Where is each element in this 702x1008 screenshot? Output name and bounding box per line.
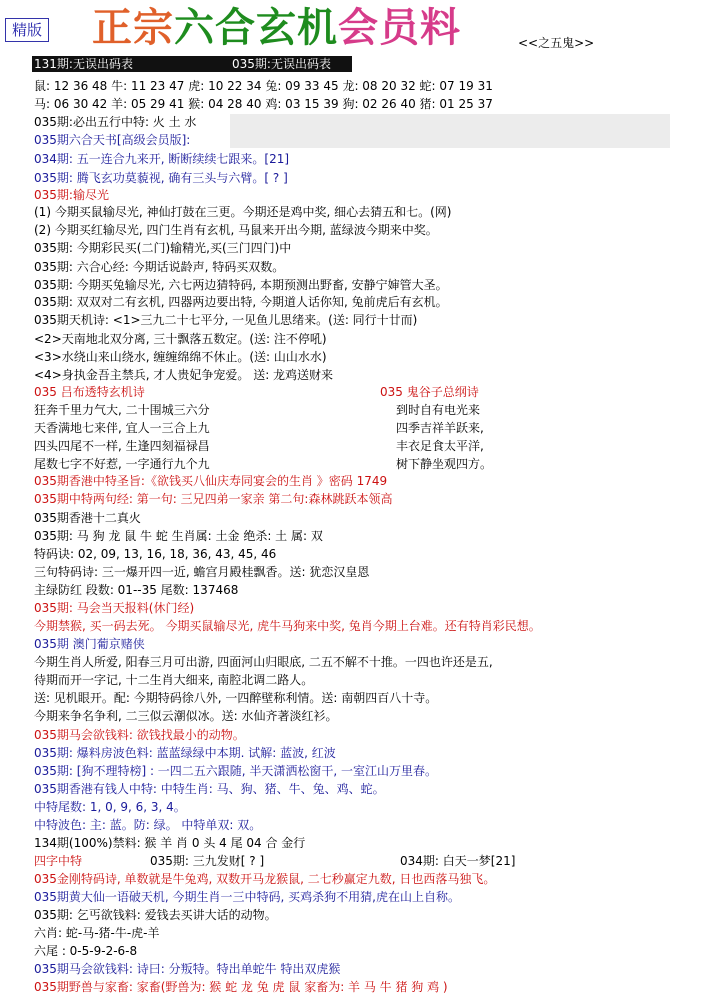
poem-right-line: 树下静坐观四方。 (396, 457, 493, 471)
text-line: (2) 今期买红输尽光, 四门生肖有玄机, 马鼠来开出今期, 蓝绿波今期来中奖。 (34, 223, 438, 237)
text-line: 035期: 今期买兔输尽光, 六七两边猜特码, 本期预测出野畜, 安静宁婶管大圣。 (34, 278, 448, 292)
poem-left-line: 尾数七字不好惹, 一字通行九个九 (34, 457, 210, 471)
text-line: (1) 今期买鼠输尽光, 神仙打鼓在三更。今期还是鸡中奖, 细心去猜五和七。(网) (34, 205, 452, 219)
title-char: 玄 (256, 4, 297, 51)
subtitle: <<之五鬼>> (518, 36, 595, 50)
text-line: 035期马会欲钱料: 诗曰: 分叛特。特出单蛇牛 特出双虎猴 (34, 962, 341, 976)
text-line: 034期: 五一连合九来开, 断断续续七跟来。[21] (34, 152, 290, 166)
text-line: 134期(100%)禁料: 猴 羊 肖 0 头 4 尾 04 合 金行 (34, 836, 306, 850)
title-char: 会 (338, 4, 379, 51)
text-line: 今期来争名争利, 二三似云潮似冰。送: 水仙齐著淡红衫。 (34, 709, 338, 723)
row-4zi-a: 四字中特 (34, 854, 83, 868)
text-line: 六尾 : 0-5-9-2-6-8 (34, 944, 138, 958)
poem-left-line: 四头四尾不一样, 生逢四刻福禄昌 (34, 439, 210, 453)
page-title (92, 4, 461, 52)
title-char: 正 (92, 4, 133, 51)
text-line: 中特波色: 主: 蓝。防: 绿。 中特单双: 双。 (34, 818, 262, 832)
row-4zi-b: 035期: 三九发财[ ? ] (150, 854, 265, 868)
poem-right-line: 到时自有电光来 (396, 403, 481, 417)
text-line: 今期生肖人所爱, 阳春三月可出游, 四面河山归眼底, 二五不解不十推。一四也许还是五, (34, 655, 493, 669)
text-line: 六肖: 蛇-马-猪-牛-虎-羊 (34, 926, 160, 940)
text-line: 三句特码诗: 三一爆开四一近, 蟾宫月殿桂飘香。送: 犹恋汉皇恩 (34, 565, 370, 579)
title-char: 员 (379, 4, 420, 51)
title-char: 六 (174, 4, 215, 51)
header-right: 035期:无误出码表 (232, 57, 331, 71)
text-line: 035期: 马会当天报料(休门经) (34, 601, 195, 615)
text-line: 035期:必出五行中特: 火 土 水 (34, 115, 197, 129)
row-4zi-c: 034期: 白天一梦[21] (400, 854, 516, 868)
text-line: 035期黄大仙一语破天机, 今期生肖一三中特码, 买鸡杀狗不用猜,虎在山上自称。 (34, 890, 460, 904)
text-line: 035期: 腾飞玄功莫藐视, 确有三头与六臂。[ ? ] (34, 171, 288, 185)
text-line: 035期: 今期彩民买(二门)输精光,买(三门四门)中 (34, 241, 292, 255)
gray-block (230, 114, 670, 148)
text-line: 035期: 爆料房波色料: 蓝蓝绿绿中本期. 试解: 蓝波, 红波 (34, 746, 336, 760)
text-line: 特码诀: 02, 09, 13, 16, 18, 36, 43, 45, 46 (34, 547, 277, 561)
codes-row-2: 马: 06 30 42 羊: 05 29 41 猴: 04 28 40 鸡: 03 15 39 狗: 02 26 40 猪: 01 25 37 (34, 97, 493, 111)
text-line: 035期: 双双对二有玄机, 四器两边要出特, 今期道人话你知, 兔前虎后有玄机。 (34, 295, 448, 309)
text-line: 今期禁猴, 买一码去死。 今期买鼠输尽光, 虎牛马狗来中奖, 兔肖今期上台难。还有特肖彩民想。 (34, 619, 541, 633)
text-line: 035期天机诗: <1>三九二十七平分, 一见鱼儿思绪来。(送: 同行十廿而) (34, 313, 418, 327)
text-line: 035期马会欲钱料: 欲钱找最小的动物。 (34, 728, 245, 742)
text-line: 035期野兽与家畜: 家畜(野兽为: 猴 蛇 龙 兔 虎 鼠 家畜为: 羊 马 牛 猪 狗 鸡 ) (34, 980, 448, 994)
text-line: 035期: 乞丐欲钱料: 爱钱去买讲大话的动物。 (34, 908, 277, 922)
title-char: 料 (420, 4, 461, 51)
text-line: 035期: [狗不理特榜] : 一四二五六跟随, 半天潇洒松窗干, 一室江山万里春。 (34, 764, 438, 778)
poem-left-line: 天香满地七来伴, 宜人一三合上九 (34, 421, 210, 435)
header-left: 131期:无误出码表 (34, 57, 133, 71)
text-line: 待期而开一字记, 十二生肖大细来, 南腔北调二路人。 (34, 673, 314, 687)
text-line: 035期: 马 狗 龙 鼠 牛 蛇 生肖属: 土金 绝杀: 土 属: 双 (34, 529, 323, 543)
text-line: 035期香港有钱人中特: 中特生肖: 马、狗、猪、牛、兔、鸡、蛇。 (34, 782, 385, 796)
text-line: <2>天南地北双分离, 三十飘落五数定。(送: 注不停吼) (34, 332, 327, 346)
codes-row-1: 鼠: 12 36 48 牛: 11 23 47 虎: 10 22 34 兔: 09 33 45 龙: 08 20 32 蛇: 07 19 31 (34, 79, 493, 93)
title-char: 合 (215, 4, 256, 51)
title-char: 机 (297, 4, 338, 51)
title-char: 宗 (133, 4, 174, 51)
text-line: 035期六合天书[高级会员版]: (34, 133, 191, 147)
text-line: 送: 见机眼开。配: 今期特码徐八外, 一四醉壁称利情。送: 南朝四百八十寺。 (34, 691, 438, 705)
poem-right-line: 四季吉祥羊跃来, (396, 421, 484, 435)
text-line: <4>身执金吾主禁兵, 才人贵妃争宠爱。 送: 龙鸡送财来 (34, 368, 334, 382)
text-line: 035期香港十二真火 (34, 511, 141, 525)
text-line: 035期:输尽光 (34, 188, 109, 202)
poem-left-line: 狂奔千里力气大, 二十围城三六分 (34, 403, 210, 417)
text-line: <3>水绕山来山绕水, 缠缠绵绵不休止。(送: 山山水水) (34, 350, 327, 364)
text-line: 035期 澳门葡京赌侠 (34, 637, 145, 651)
text-line: 035金刚特码诗, 单数就是牛兔鸡, 双数开马龙猴鼠, 二七秒赢定九数, 日也西落马独飞。 (34, 872, 496, 886)
text-line: 035期中特两句经: 第一句: 三兄四弟一家亲 第二句:森林跳跃本领高 (34, 492, 393, 506)
text-line: 035期香港中特圣旨:《欲钱买八仙庆寿同宴会的生肖 》密码 1749 (34, 474, 388, 488)
poem-right-line: 丰衣足食太平洋, (396, 439, 484, 453)
text-line: 中特尾数: 1, 0, 9, 6, 3, 4。 (34, 800, 186, 814)
poem-right-title: 035 鬼谷子总纲诗 (380, 385, 479, 399)
text-line: 035期: 六合心经: 今期话说龄声, 特码买双数。 (34, 260, 285, 274)
text-line: 主绿防红 段数: 01--35 尾数: 137468 (34, 583, 239, 597)
poem-left-title: 035 吕布透特玄机诗 (34, 385, 145, 399)
badge: 精版 (5, 18, 49, 42)
